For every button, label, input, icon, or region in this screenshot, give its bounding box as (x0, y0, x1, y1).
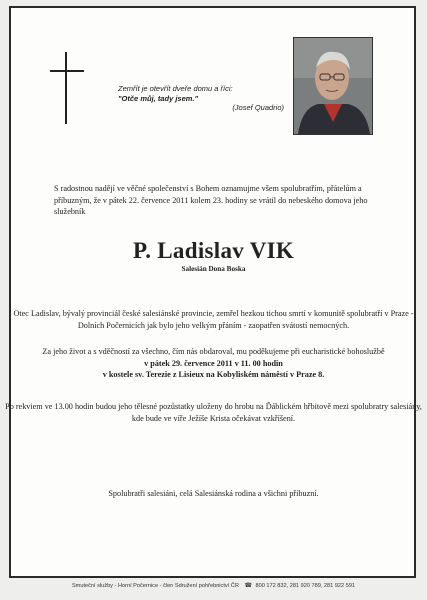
mass-paragraph (0, 346, 427, 381)
footer-company: Smuteční služby - Horní Počernice - člen Sdružení pohřebnictví ČR (71, 583, 239, 589)
epigraph-quote (112, 84, 292, 113)
bio-paragraph: Otec Ladislav, bývalý provinciál české salesiánské provincie, zemřel hezkou tichou smrtí v komunitě spolubratří v Praze - Dolních Počernicích jak bylo jeho velkým přáním - zaopatřen svátostí nemocných. (13, 309, 414, 330)
family-signature: Spolubratři salesiáni, celá Salesiánská rodina a všichni příbuzní. (108, 489, 319, 498)
quote-line-1: Zemřít je otevřít dveře domu a říci: (118, 84, 233, 93)
footer (0, 582, 427, 589)
cross-icon (50, 52, 84, 124)
intro-paragraph: S radostnou nadějí ve věčné společenství s Bohem oznamujme všem spolubratřím, přátelům a příbuzným, že v pátek 22. července 2011 kolem 23. hodiny se vrátil do nebeského domova jeho služebník (54, 184, 368, 216)
quote-source: (Josef Quadrio) (232, 103, 284, 112)
deceased-subtitle: Salesián Dona Boska (181, 265, 246, 273)
mass-intro: Za jeho život a s vděčností za všechno, čím nás obdaroval, mu poděkujeme při eucharistické bohoslužbě (42, 347, 385, 356)
phone-icon: ☎ (244, 583, 252, 589)
mass-date: v pátek 29. července 2011 v 11. 00 hodin (144, 358, 283, 368)
quote-line-2: "Otče můj, tady jsem." (118, 93, 199, 103)
footer-phones: 800 172 832, 281 920 789, 281 922 591 (255, 583, 356, 589)
requiem-paragraph: Po rekviem ve 13.00 hodin budou jeho tělesné pozůstatky uloženy do hrobu na Ďáblickém hřbitově mezi spolubratry salesiány, kde bude ve víře Ježíše Krista očekávat vzkříšení. (5, 402, 422, 423)
portrait-photo (293, 37, 373, 135)
deceased-name: P. Ladislav VIK (132, 238, 295, 263)
mass-place: v kostele sv. Terezie z Lisieux na Kobyliském náměstí v Praze 8. (102, 370, 325, 379)
